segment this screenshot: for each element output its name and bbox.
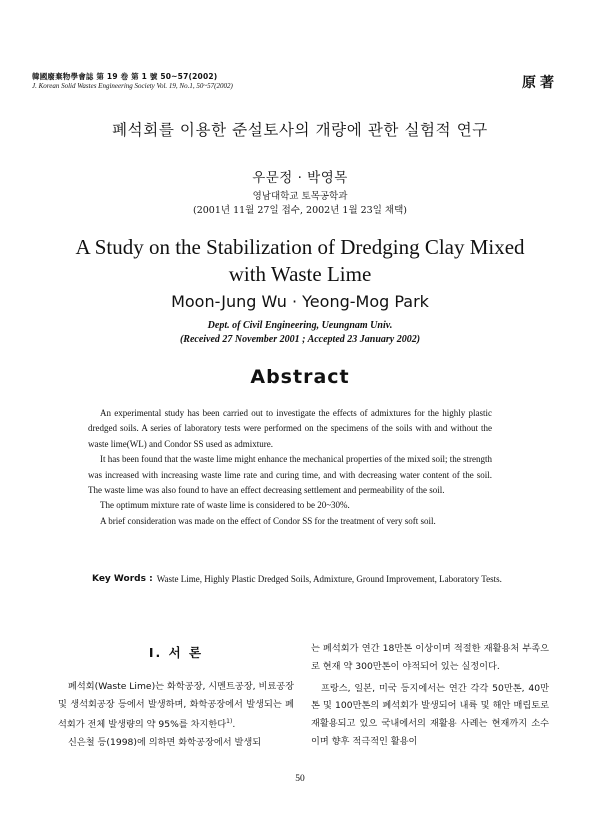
abstract-paragraph: The optimum mixture rate of waste lime is considered to be 20~30%. <box>100 500 350 511</box>
body-paragraph: 는 폐석회가 연간 18만톤 이상이며 적절한 재활용처 부족으로 현재 약 300만톤이 야적되어 있는 실정이다. <box>311 643 549 672</box>
english-title-line2: with Waste Lime <box>228 262 372 286</box>
article-type-badge: 原著 <box>522 75 558 91</box>
keywords <box>92 572 548 587</box>
korean-affiliation: 영남대학교 토목공학과 <box>252 191 348 202</box>
abstract-heading: Abstract <box>250 366 350 388</box>
abstract-body <box>88 406 492 529</box>
english-department: Dept. of Civil Engineering, Ueungnam Univ. <box>207 320 393 331</box>
body-paragraph: 신은철 등(1998)에 의하면 화학공장에서 발생되 <box>68 737 262 749</box>
korean-dates: (2001년 11월 27일 접수, 2002년 1월 23일 채택) <box>192 205 407 216</box>
abstract-paragraph: An experimental study has been carried out to investigate the effects of admixtures for the highly plastic dredged soils. A series of laboratory tests were performed on the specimens of the soils with and without the waste lime(WL) and Condor SS used as admixture. <box>88 408 492 449</box>
abstract-paragraph: A brief consideration was made on the effect of Condor SS for the treatment of very soft soil. <box>100 515 436 526</box>
korean-authors: 우문정 · 박영목 <box>252 170 348 186</box>
journal-english-citation: J. Korean Solid Wastes Engineering Society Vol. 19, No.1, 50~57(2002) <box>32 82 233 91</box>
body-left-column <box>58 640 294 752</box>
english-authors: Moon-Jung Wu · Yeong-Mog Park <box>171 292 429 311</box>
korean-title: 폐석회를 이용한 준설토사의 개량에 관한 실험적 연구 <box>112 121 488 139</box>
english-title <box>0 234 600 288</box>
body-text-end: . <box>232 719 236 731</box>
body-right-column <box>311 640 549 751</box>
reference-marker: 1) <box>226 718 233 726</box>
keywords-label: Key Words : <box>92 574 153 584</box>
journal-header <box>32 72 233 92</box>
body-paragraph <box>58 678 294 734</box>
keywords-text: Waste Lime, Highly Plastic Dredged Soils, Admixture, Ground Improvement, Laboratory Tests. <box>156 574 502 584</box>
journal-korean-citation: 韓國廢棄物學會誌 第 19 卷 第 1 號 50~57(2002) <box>32 72 218 81</box>
body-text: 폐석회(Waste Lime)는 화학공장, 시멘트공장, 비료공장 및 생석회공장 등에서 발생하며, 화학공장에서 발생되는 폐석회가 전체 발생량의 약 95%를 차지한다 <box>58 680 295 731</box>
page-number: 50 <box>295 774 305 784</box>
section-heading-introduction: Ⅰ. 서 론 <box>148 645 204 660</box>
english-title-line1: A Study on the Stabilization of Dredging Clay Mixed <box>75 235 525 259</box>
abstract-paragraph: It has been found that the waste lime might enhance the mechanical properties of the mixed soil; the strength was increased with increasing waste lime rate and curing time, and with decreasing water content of the soil. The waste lime was also found to have an effect decreasing settlement and permeability of the soil. <box>88 454 492 496</box>
english-dates: (Received 27 November 2001 ; Accepted 23 January 2002) <box>179 334 421 345</box>
body-paragraph: 프랑스, 일본, 미국 등지에서는 연간 각각 50만톤, 40만톤 및 100만톤의 폐석회가 발생되어 내륙 및 해안 매립토로 재활용되고 있으 국내에서의 재활용 사례는 현재까지 소수이며 향후 적극적인 활용이 <box>311 682 549 747</box>
